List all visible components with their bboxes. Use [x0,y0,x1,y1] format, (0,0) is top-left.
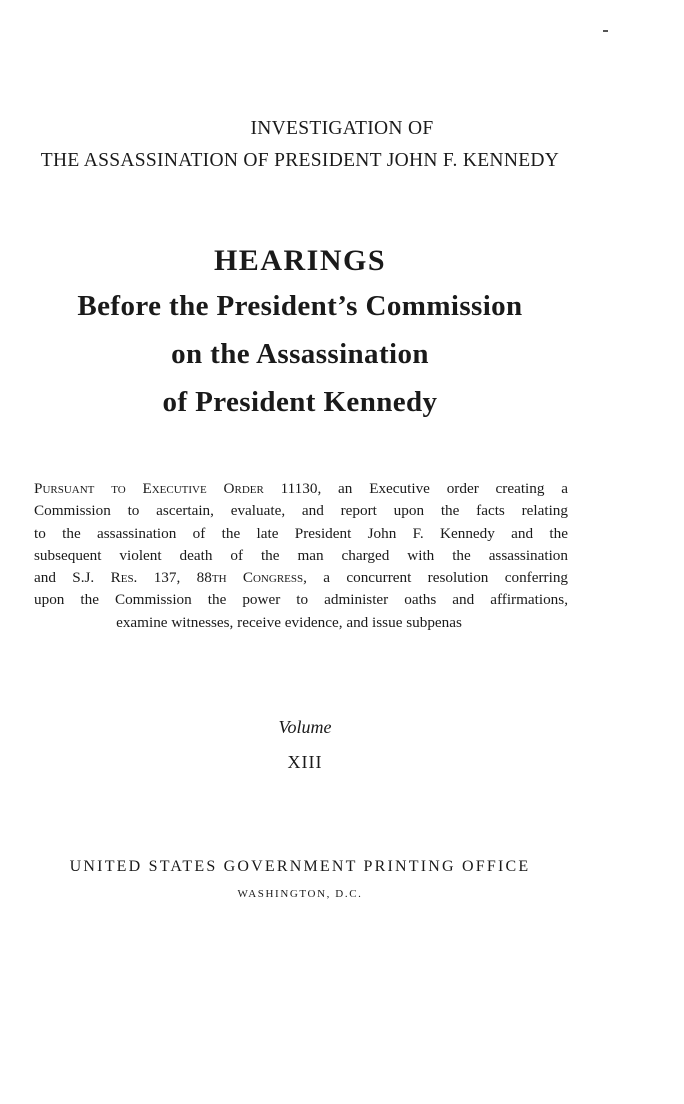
authority-line-1 [34,478,568,500]
resolution-caps: Res. [110,569,138,587]
congress-caps: th Congress [211,569,304,587]
authority-line-4: subsequent violent death of the man charged with the assassination [34,546,568,564]
authority-line-1-rest: 11130, an Executive order creating a [263,480,568,497]
series-title-line-2: THE ASSASSINATION OF PRESIDENT JOHN F. KENNEDY [40,150,560,171]
authority-line-5-c: 137, 88 [137,569,212,587]
authority-line-7: examine witnesses, receive evidence, and issue subpenas [116,613,462,631]
volume-number: XIII [287,752,323,772]
publisher-city: WASHINGTON, D.C. [237,888,363,900]
volume-label: Volume [278,717,332,737]
scan-mark [603,30,608,32]
subtitle-line-1: Before the President’s Commission [77,290,523,322]
subtitle-line-2: on the Assassination [171,338,429,370]
authority-line-2: Commission to ascertain, evaluate, and report upon the facts relating [34,502,568,520]
authority-line-5 [34,567,568,589]
executive-order-caps: Pursuant to Executive Order [34,480,264,497]
authority-line-6: upon the Commission the power to administer oaths and affirmations, [34,591,568,609]
main-title: HEARINGS [213,244,387,277]
authority-line-5-e: , a concurrent resolution conferring [303,569,569,587]
authority-paragraph [34,478,568,634]
authority-line-3: to the assassination of the late President John F. Kennedy and the [34,524,568,542]
publisher-name: UNITED STATES GOVERNMENT PRINTING OFFICE [69,858,531,875]
series-title-line-1: INVESTIGATION OF [250,118,434,139]
authority-line-5-a: and S.J. [34,569,111,587]
subtitle-line-3: of President Kennedy [162,386,438,418]
